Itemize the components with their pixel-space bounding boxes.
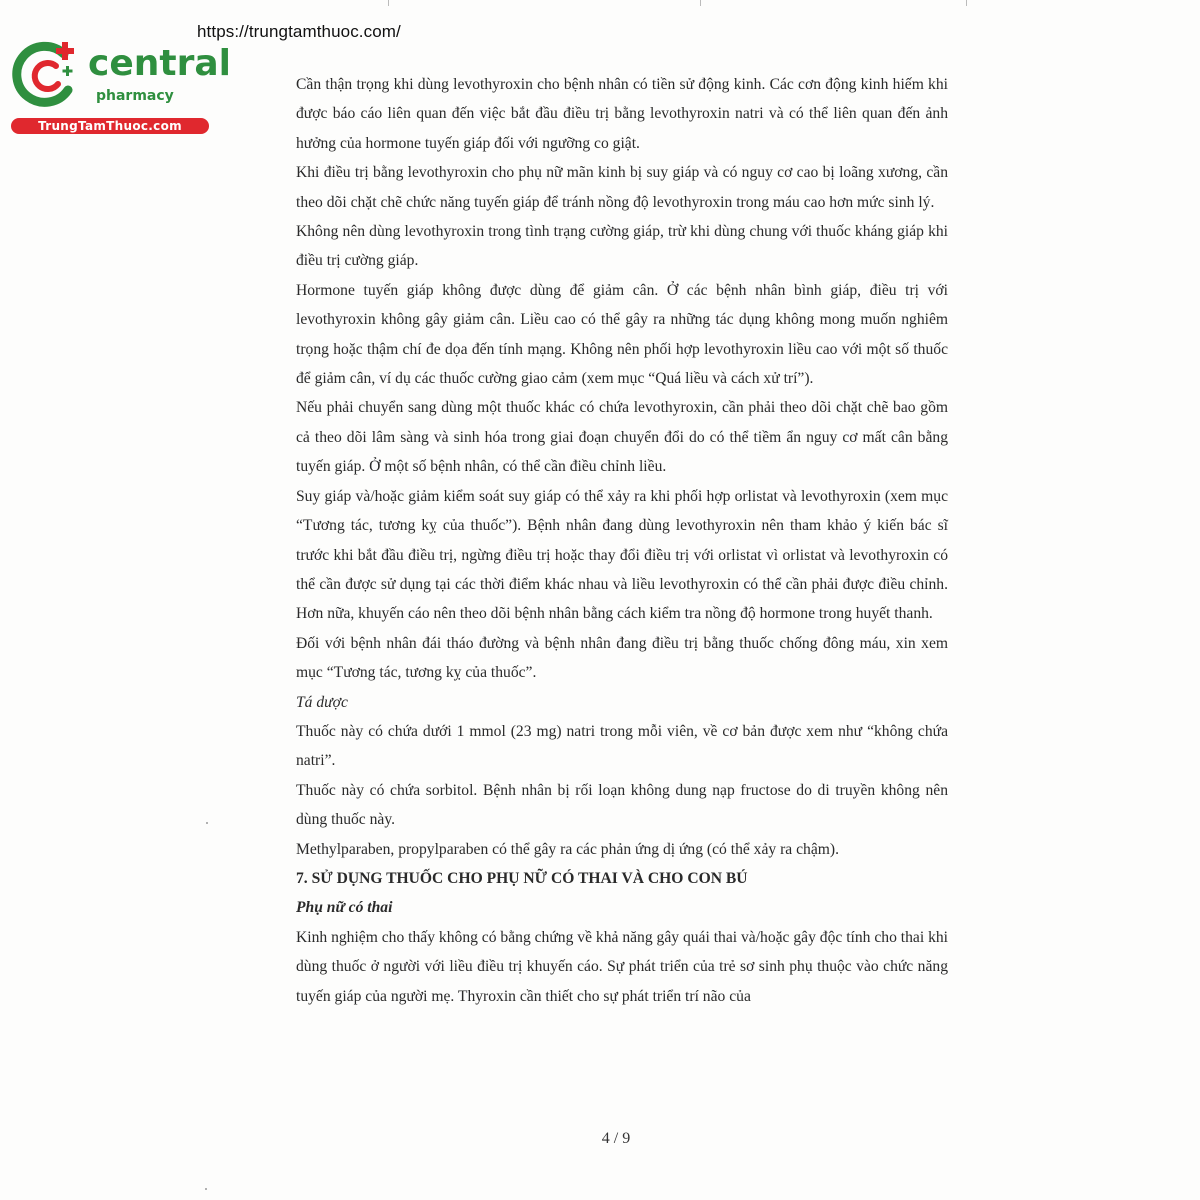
body-paragraph: Hormone tuyến giáp không được dùng để giảm cân. Ở các bệnh nhân bình giáp, điều trị với levothyroxin không gây giảm cân. Liều cao có thể gây ra những tác dụng không mong muốn nghiêm trọng hoặc thậm chí đe dọa đến tính mạng. Không nên phối hợp levothyroxin liều cao với một số thuốc để giảm cân, ví dụ các thuốc cường giao cảm (xem mục “Quá liều và cách xử trí”).	[296, 281, 948, 388]
body-paragraph: Đối với bệnh nhân đái tháo đường và bệnh nhân đang điều trị bằng thuốc chống đông máu, xin xem mục “Tương tác, tương kỵ của thuốc”.	[296, 634, 948, 682]
section-heading: 7. SỬ DỤNG THUỐC CHO PHỤ NỮ CÓ THAI VÀ CHO CON BÚ	[296, 869, 748, 887]
source-url[interactable]: https://trungtamthuoc.com/	[197, 22, 401, 41]
body-paragraph: Methylparaben, propylparaben có thể gây ra các phản ứng dị ứng (có thể xảy ra chậm).	[296, 840, 839, 858]
body-paragraph: Thuốc này có chứa sorbitol. Bệnh nhân bị rối loạn không dung nạp fructose do di truyền không nên dùng thuốc này.	[296, 781, 948, 829]
subsection-heading: Tá dược	[296, 693, 348, 711]
body-paragraph: Thuốc này có chứa dưới 1 mmol (23 mg) natri trong mỗi viên, về cơ bản được xem như “không chứa natri”.	[296, 722, 948, 770]
page-number: 4 / 9	[601, 1130, 631, 1147]
body-paragraph: Nếu phải chuyển sang dùng một thuốc khác có chứa levothyroxin, cần phải theo dõi chặt chẽ bao gồm cả theo dõi lâm sàng và sinh hóa trong giai đoạn chuyển đổi do có thể tiềm ẩn nguy cơ mất cân bằng tuyến giáp. Ở một số bệnh nhân, có thể cần điều chỉnh liều.	[296, 399, 948, 476]
scan-speck	[206, 822, 208, 824]
body-paragraph: Cần thận trọng khi dùng levothyroxin cho bệnh nhân có tiền sử động kinh. Các cơn động kinh hiếm khi được báo cáo liên quan đến việc bắt đầu điều trị bằng levothyroxin natri và có thể liên quan đến ảnh hưởng của hormone tuyến giáp đối với ngưỡng co giật.	[296, 76, 948, 152]
scan-speck	[205, 1188, 207, 1190]
scan-mark	[700, 0, 701, 6]
document-body	[296, 70, 948, 1011]
logo-brand-text: central	[88, 43, 231, 84]
scan-mark	[966, 0, 967, 6]
scan-mark	[388, 0, 389, 6]
body-paragraph: Khi điều trị bằng levothyroxin cho phụ nữ mãn kinh bị suy giáp và có nguy cơ cao bị loãng xương, cần theo dõi chặt chẽ chức năng tuyến giáp để tránh nồng độ levothyroxin trong máu cao hơn mức sinh lý.	[296, 164, 948, 211]
logo-sub-text: pharmacy	[96, 88, 174, 104]
body-paragraph: Không nên dùng levothyroxin trong tình trạng cường giáp, trừ khi dùng chung với thuốc kháng giáp khi điều trị cường giáp.	[296, 223, 948, 270]
subsection-heading: Phụ nữ có thai	[296, 899, 393, 917]
pharmacy-cross-icon	[12, 38, 82, 110]
body-paragraph: Kinh nghiệm cho thấy không có bằng chứng về khả năng gây quái thai và/hoặc gây độc tính cho thai khi dùng thuốc ở người với liều điều trị khuyến cáo. Sự phát triển của trẻ sơ sinh phụ thuộc vào chức năng tuyến giáp của người mẹ. Thyroxin cần thiết cho sự phát triển trí não của	[296, 928, 948, 1005]
body-paragraph: Suy giáp và/hoặc giảm kiểm soát suy giáp có thể xảy ra khi phối hợp orlistat và levothyroxin (xem mục “Tương tác, tương kỵ của thuốc”). Bệnh nhân đang dùng levothyroxin nên tham khảo ý kiến bác sĩ trước khi bắt đầu điều trị, ngừng điều trị hoặc thay đổi điều trị với orlistat vì orlistat và levothyroxin có thể cần được sử dụng tại các thời điểm khác nhau và liều levothyroxin có thể cần phải được điều chỉnh. Hơn nữa, khuyến cáo nên theo dõi bệnh nhân bằng cách kiểm tra nồng độ hormone trong huyết thanh.	[296, 487, 948, 623]
logo-banner: TrungTamThuoc.com	[11, 118, 209, 134]
central-pharmacy-logo[interactable]	[10, 38, 231, 138]
